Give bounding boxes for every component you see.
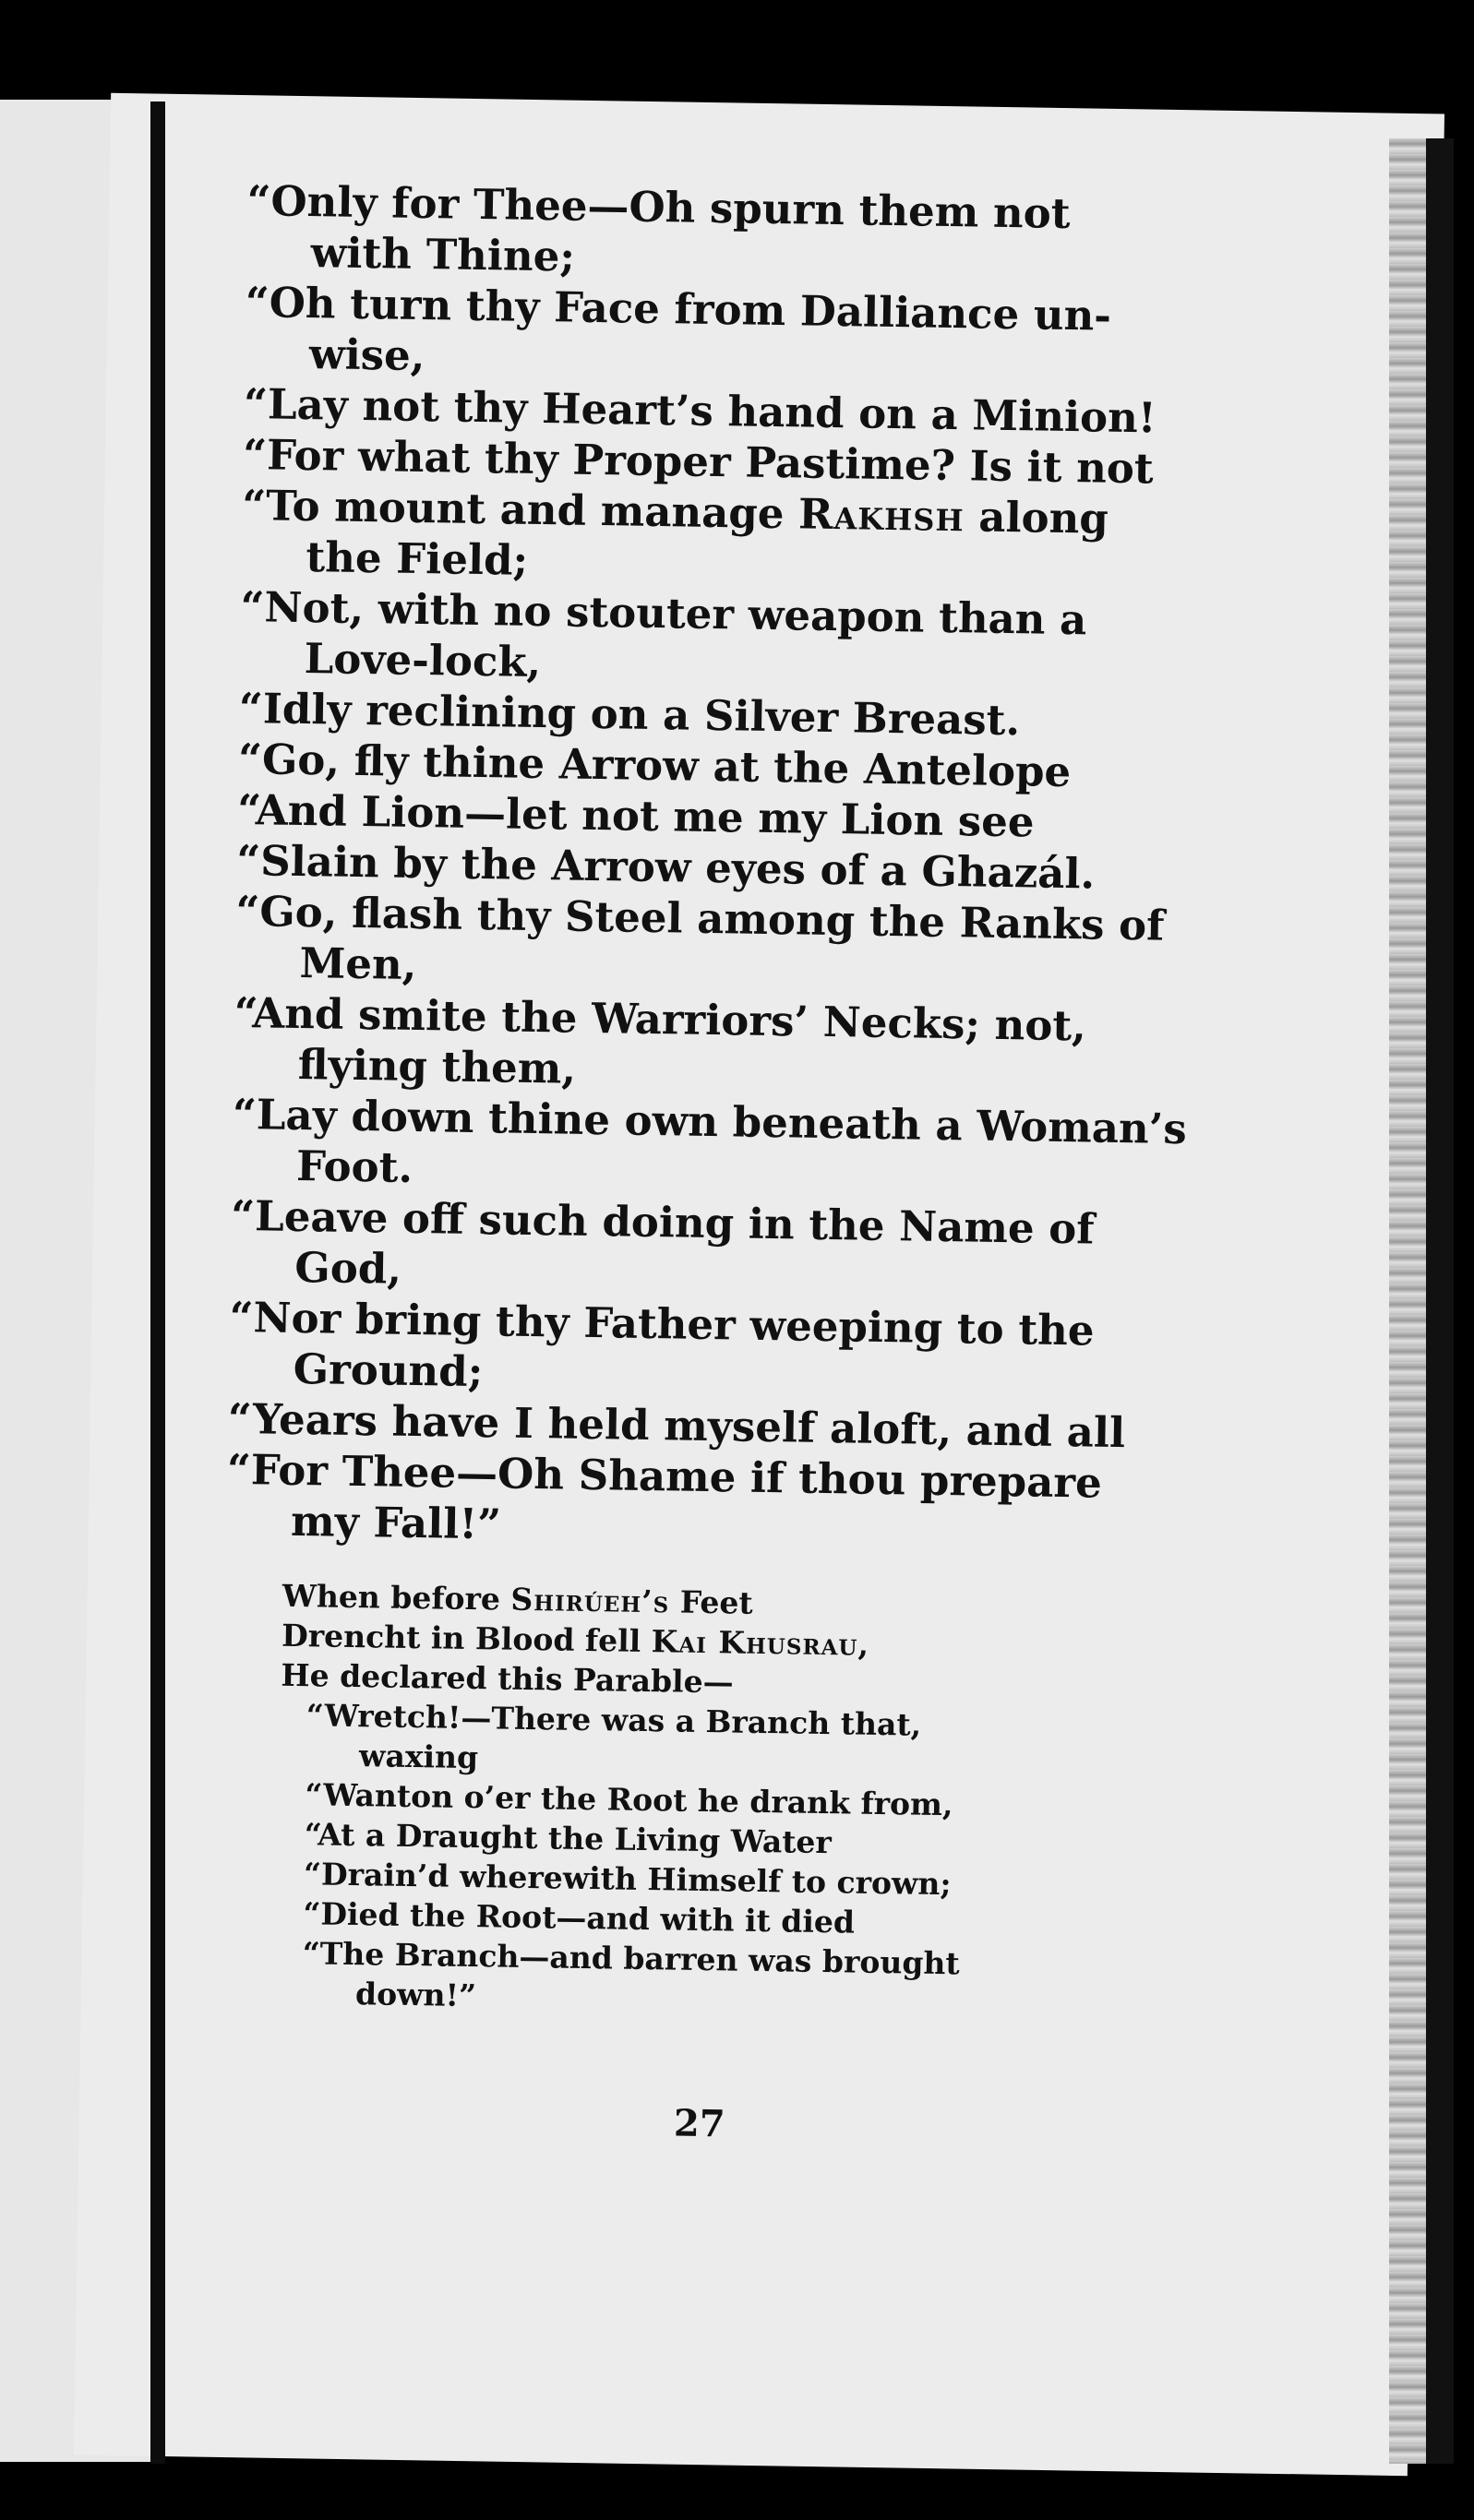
verse-line: “Only for Thee—Oh spurn them not [246,175,1071,239]
page-edge-shadow [1426,138,1454,2464]
page-stack-edge [1389,138,1426,2464]
verse-line: “Oh turn thy Face from Dalliance un- [245,277,1112,340]
verse-text: “To mount and manage [241,480,799,539]
verse-stanza [241,480,1193,596]
verse-line-continuation: with Thine; [310,228,576,281]
verse-block [226,175,1198,1560]
verse-stanza [246,175,1198,292]
parable-quote-line: “Wretch!—There was a Branch that, [306,1697,922,1743]
verse-stanza [239,581,1192,698]
verse-line-continuation: wise, [308,329,425,381]
parable-quote-stanza [302,1933,1170,2026]
parable-quote-continuation: waxing [358,1738,479,1776]
verse-stanza [228,1292,1180,1408]
proper-name-shirueh: Shirúeh’s [510,1581,670,1620]
verse-line: “Lay down thine own beneath a Woman’s [232,1089,1188,1154]
verse-line: “For what thy Proper Pastime? Is it not [242,429,1155,494]
parable-quote-line: “Died the Root—and with it died [303,1895,856,1941]
proper-name-kai-khusrau: Kai Khusrau [651,1623,858,1663]
parable-quote-line: “The Branch—and barren was brought [302,1935,960,1982]
verse-stanza [232,1089,1188,1205]
verse-line: “And smite the Warriors’ Necks; not, [234,987,1087,1051]
verse-line: “Lay not thy Heart’s hand on a Minion! [243,378,1157,443]
parable-text: Feet [669,1583,753,1621]
parable-quote-stanza [306,1695,1174,1788]
verse-line-continuation: flying them, [297,1039,577,1093]
verse-line-continuation: my Fall!” [290,1496,502,1549]
parable-quote-continuation: down!” [354,1976,477,2014]
verse-line-continuation: Foot. [295,1141,413,1192]
verse-line-continuation: Love-lock, [304,634,542,687]
parable-intro-line: He declared this Parable— [281,1656,734,1701]
verse-line-continuation: Ground; [293,1344,484,1397]
page-text [219,175,1198,2026]
verse-line-continuation: Men, [299,938,417,989]
parable-text: Drencht in Blood fell [281,1617,653,1660]
proper-name-rakhsh: Rakhsh [797,489,965,542]
verse-line: “Leave off such doing in the Name of [230,1190,1096,1254]
parable-quote-line: “Wanton o’er the Root he drank from, [305,1776,953,1823]
verse-stanza [226,1444,1179,1560]
verse-line-continuation: God, [294,1242,402,1294]
verse-line: “Go, fly thine Arrow at the Antelope [237,734,1072,797]
verse-line: “And Lion—let not me my Lion see [236,784,1035,847]
verse-line: “Slain by the Arrow eyes of a Ghazál. [235,835,1096,899]
verse-text: along [964,492,1109,543]
verse-stanza [245,277,1197,393]
verse-line: “Nor bring thy Father weeping to the [229,1292,1095,1356]
book-gutter [150,102,165,2464]
verse-line: “Not, with no stouter weapon than a [240,581,1087,645]
verse-line: “Years have I held myself aloft, and all [227,1393,1126,1458]
verse-stanza [230,1190,1182,1307]
parable-block [219,1575,1176,2026]
verse-line: “Go, flash thy Steel among the Ranks of [235,886,1165,950]
verse-stanza [233,987,1185,1104]
parable-quote-line: “At a Draught the Living Water [304,1816,833,1861]
parable-text: , [857,1626,869,1663]
parable-quote-line: “Drain’d wherewith Himself to crown; [303,1856,952,1903]
verse-stanza [234,886,1187,1002]
verse-line: “For Thee—Oh Shame if thou prepare [226,1444,1103,1508]
parable-text: When before [282,1577,511,1618]
parable-quote [276,1695,1174,2026]
verse-line: “Idly reclining on a Silver Breast. [238,683,1021,746]
verse-line-continuation: the Field; [306,532,529,585]
page-number: 27 [673,2101,726,2146]
